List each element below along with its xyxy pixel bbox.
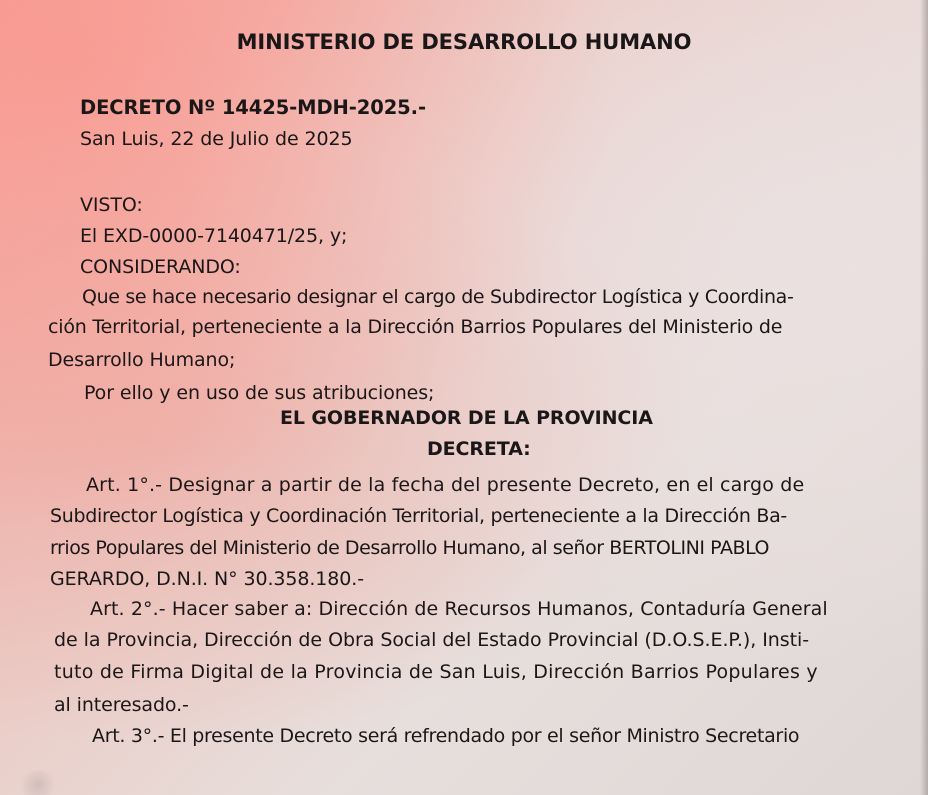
art1-line: rrios Populares del Ministerio de Desarrollo Humano, al señor BERTOLINI PABLO xyxy=(50,537,770,559)
art3-line: Art. 3°.- El presente Decreto será refrendado por el señor Ministro Secretario xyxy=(92,725,800,747)
page-edge-shadow xyxy=(920,0,928,795)
paper-smudge xyxy=(18,770,58,795)
considerando-line: Desarrollo Humano; xyxy=(48,349,236,371)
considerando-line: Que se hace necesario designar el cargo de Subdirector Logística y Coordina- xyxy=(82,286,794,308)
decree-number: DECRETO Nº 14425-MDH-2025.- xyxy=(80,96,426,119)
art1-line: Art. 1°.- Designar a partir de la fecha del presente Decreto, en el cargo de xyxy=(86,474,805,496)
considerando-line: ción Territorial, perteneciente a la Dirección Barrios Populares del Ministerio de xyxy=(48,316,783,338)
governor-heading: EL GOBERNADOR DE LA PROVINCIA xyxy=(280,407,653,429)
visto-label: VISTO: xyxy=(80,194,143,216)
considerando-label: CONSIDERANDO: xyxy=(80,256,241,278)
place-date: San Luis, 22 de Julio de 2025 xyxy=(80,128,353,150)
decreta-heading: DECRETA: xyxy=(427,438,531,460)
visto-text: El EXD-0000-7140471/25, y; xyxy=(80,225,348,247)
art1-line: Subdirector Logística y Coordinación Territorial, perteneciente a la Dirección Ba- xyxy=(50,505,787,527)
art2-line: tuto de Firma Digital de la Provincia de San Luis, Dirección Barrios Populares y xyxy=(54,661,818,683)
ministry-heading: MINISTERIO DE DESARROLLO HUMANO xyxy=(236,30,692,54)
por-ello: Por ello y en uso de sus atribuciones; xyxy=(84,382,435,404)
art2-line: Art. 2°.- Hacer saber a: Dirección de Recursos Humanos, Contaduría General xyxy=(90,598,828,620)
art1-line: GERARDO, D.N.I. N° 30.358.180.- xyxy=(50,568,364,590)
art2-line: al interesado.- xyxy=(54,694,189,716)
art2-line: de la Provincia, Dirección de Obra Social del Estado Provincial (D.O.S.E.P.), Insti- xyxy=(54,629,810,651)
